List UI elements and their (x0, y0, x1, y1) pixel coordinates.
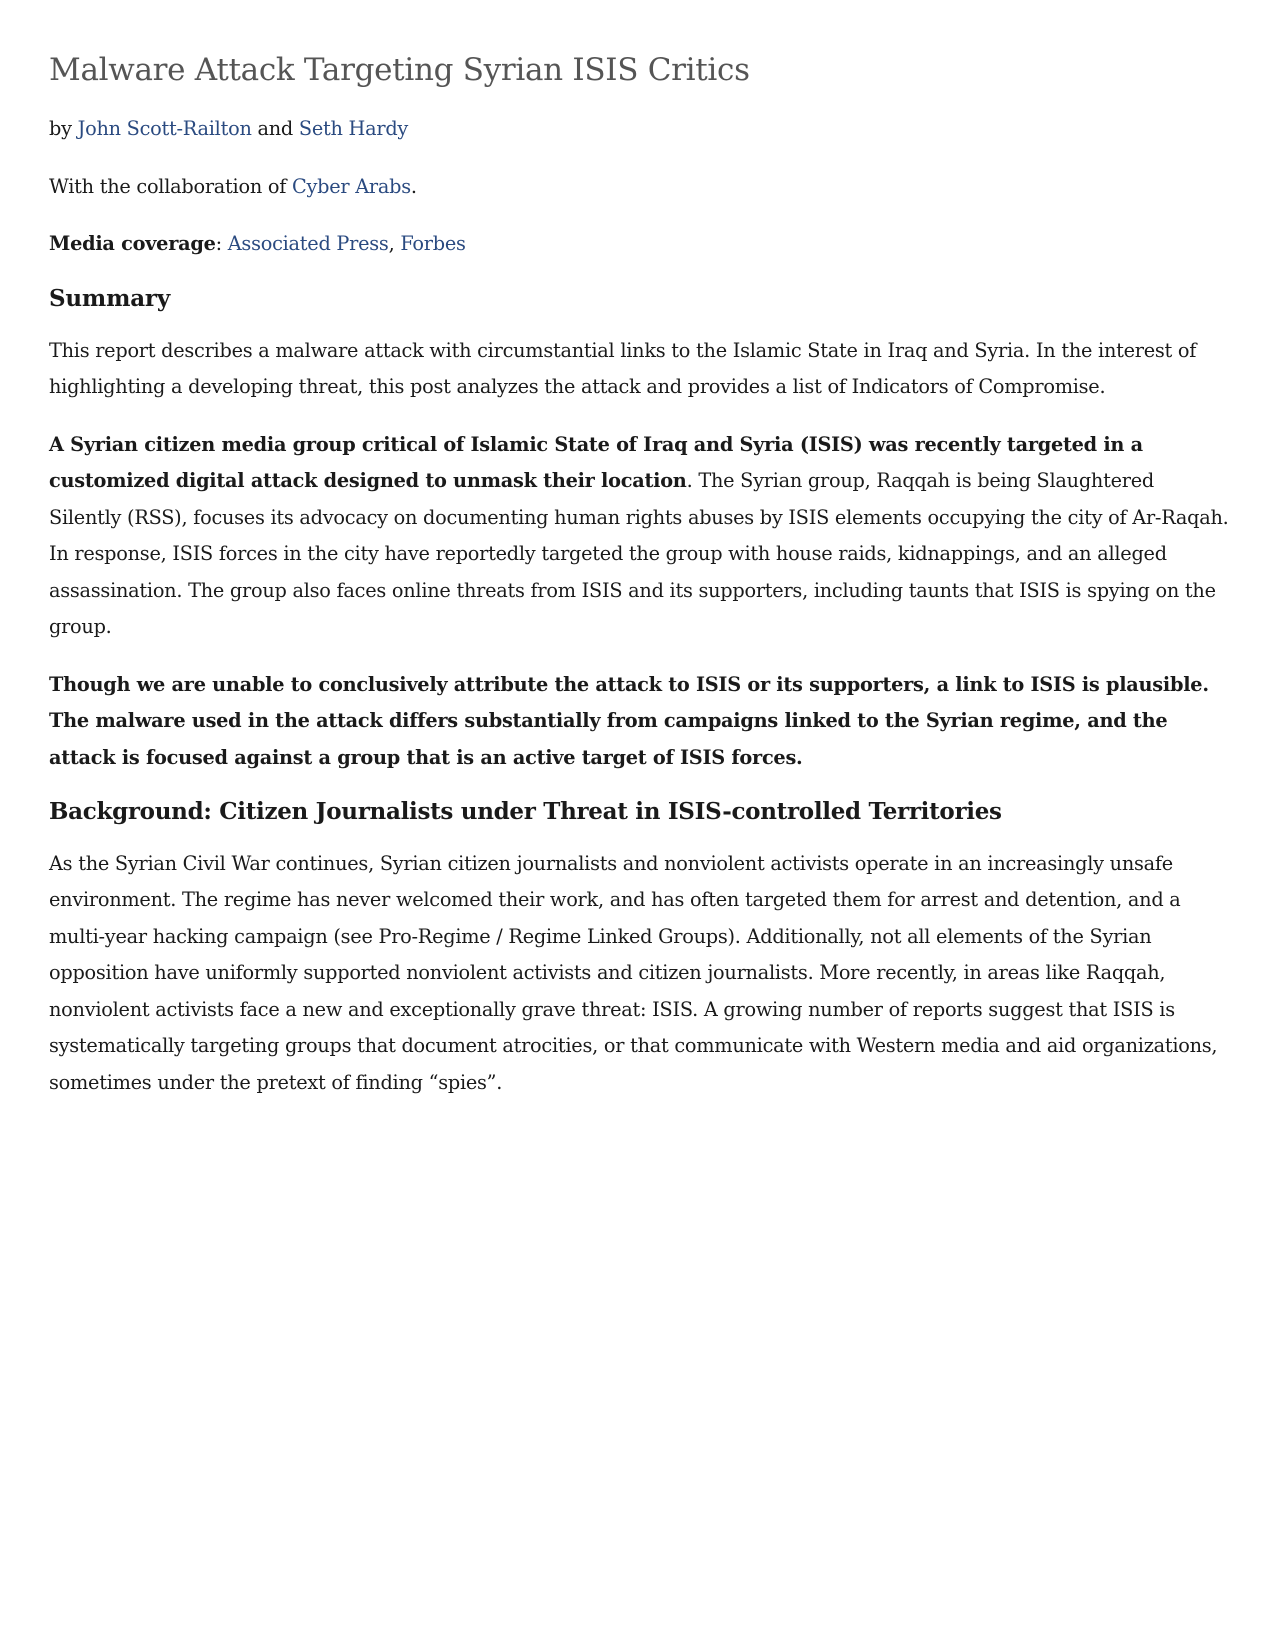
background-heading: Background: Citizen Journalists under Threat in ISIS-controlled Territories (49, 798, 1002, 826)
page-title: Malware Attack Targeting Syrian ISIS Critics (49, 52, 750, 88)
collaboration-line (49, 169, 1229, 206)
collaboration-prefix: With the collaboration of (49, 174, 292, 198)
media-coverage-line (49, 226, 1229, 263)
byline-conjunction: and (251, 117, 299, 141)
byline-prefix: by (49, 117, 78, 141)
media-link-forbes[interactable]: Forbes (400, 232, 466, 256)
byline (49, 111, 1229, 148)
media-coverage-label: Media coverage (49, 232, 216, 256)
summary-paragraph-3 (49, 667, 1229, 777)
article (49, 38, 1229, 1122)
media-separator: : (215, 232, 228, 256)
summary-paragraph-2-rest: . The Syrian group, Raqqah is being Slaughtered Silently (RSS), focuses its advocacy on documenting human rights abuses by ISIS elements occupying the city of Ar-Raqah. In response, ISIS forces in the city have reportedly targeted the group with house raids, kidnappings, and an alleged assassination. The group also faces online threats from ISIS and its supporters, including taunts that ISIS is spying on the group. (49, 469, 1229, 639)
media-link-associated-press[interactable]: Associated Press (227, 232, 389, 256)
summary-heading: Summary (49, 284, 170, 312)
partner-link-cyber-arabs[interactable]: Cyber Arabs (292, 174, 411, 198)
author-link-seth-hardy[interactable]: Seth Hardy (298, 117, 409, 141)
summary-paragraph-2-bold: A Syrian citizen media group critical of Islamic State of Iraq and Syria (ISIS) was recently targeted in a customized digital attack designed to unmask their location (49, 432, 1143, 493)
author-link-john-scott-railton[interactable]: John Scott-Railton (77, 117, 252, 141)
background-paragraph-1: As the Syrian Civil War continues, Syrian citizen journalists and nonviolent activists operate in an increasingly unsafe environment. The regime has never welcomed their work, and has often targeted them for arrest and detention, and a multi-year hacking campaign (see Pro-Regime / Regime Linked Groups). Additionally, not all elements of the Syrian opposition have uniformly supported nonviolent activists and citizen journalists. More recently, in areas like Raqqah, nonviolent activists face a new and exceptionally grave threat: ISIS. A growing number of reports suggest that ISIS is systematically targeting groups that document atrocities, or that communicate with Western media and aid organizations, sometimes under the pretext of finding “spies”. (49, 851, 1218, 1094)
media-comma: , (388, 232, 401, 256)
summary-paragraph-1: This report describes a malware attack with circumstantial links to the Islamic State in Iraq and Syria. In the interest of highlighting a developing threat, this post analyzes the attack and provides a list of Indicators of Compromise. (49, 338, 1197, 399)
collaboration-suffix: . (410, 174, 417, 198)
summary-paragraph-2 (49, 427, 1229, 646)
summary-paragraph-3-bold: Though we are unable to conclusively attribute the attack to ISIS or its supporters, a link to ISIS is plausible. The malware used in the attack differs substantially from campaigns linked to the Syrian regime, and the attack is focused against a group that is an active target of ISIS forces. (49, 672, 1209, 769)
